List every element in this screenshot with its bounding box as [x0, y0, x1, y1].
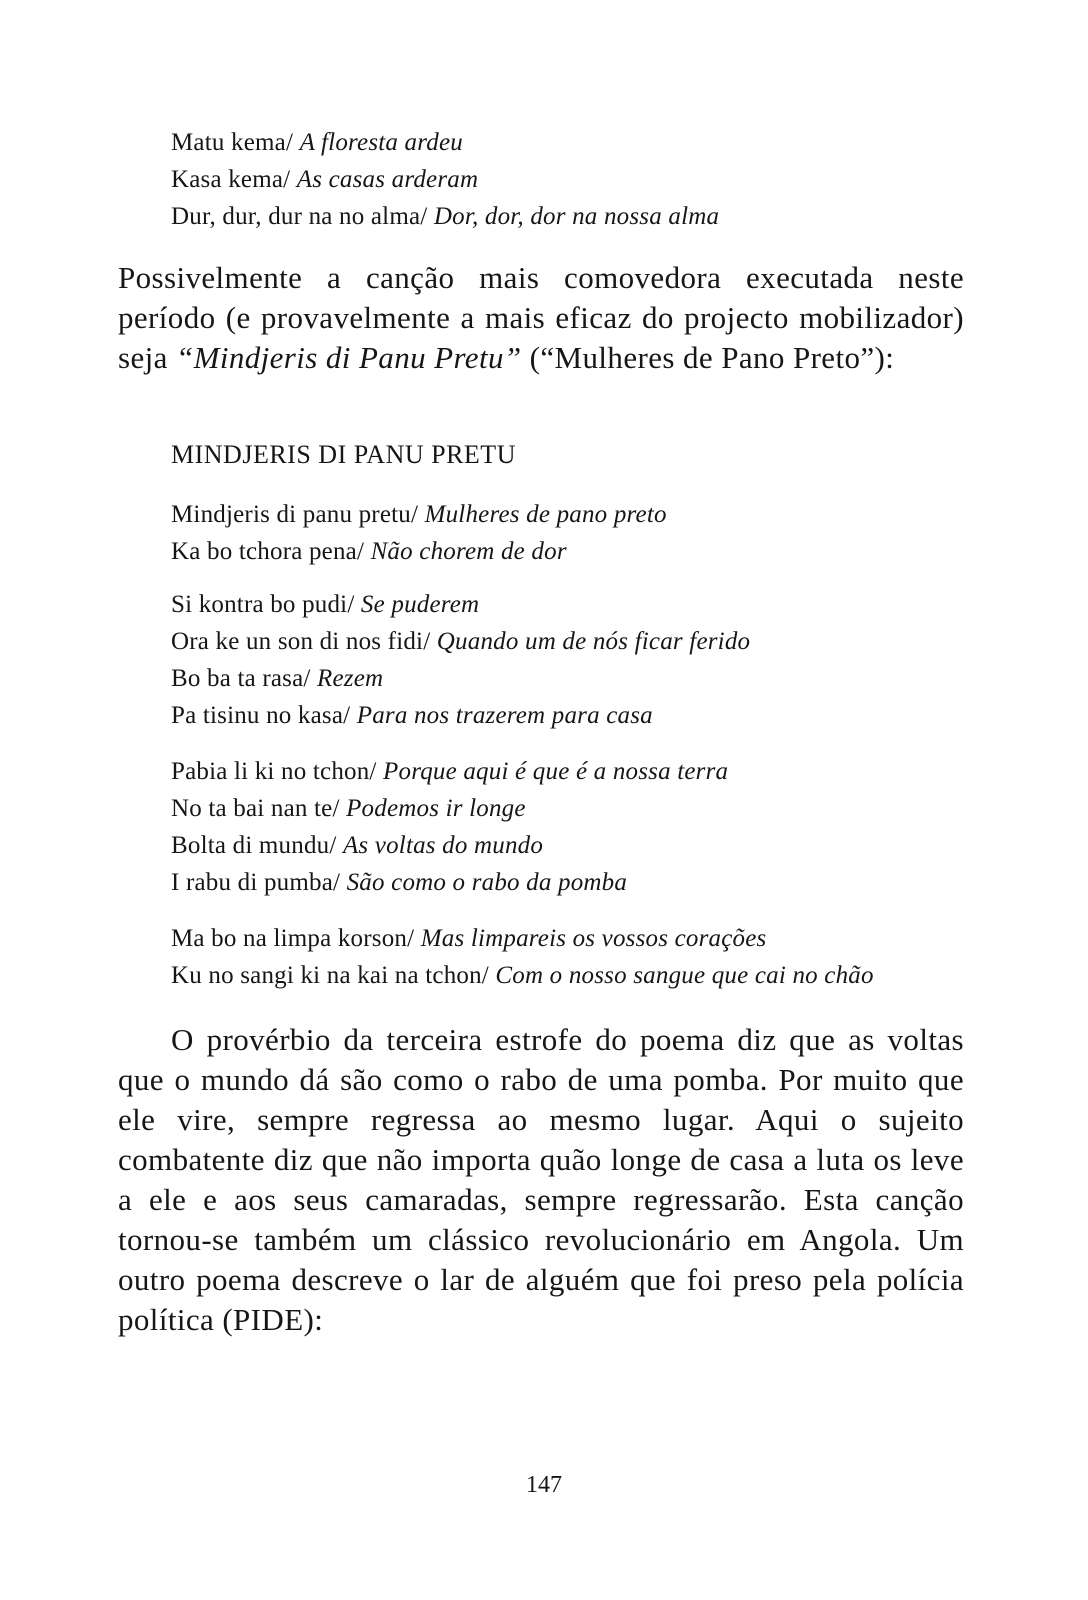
verse-original: Ora ke un son di nos fidi/ [171, 628, 437, 655]
verse-translation: Mulheres de pano preto [424, 501, 667, 528]
verse-line [171, 623, 1031, 660]
intro-paragraph [118, 258, 964, 378]
song-title: MINDJERIS DI PANU PRETU [171, 440, 516, 469]
verse-translation: As casas arderam [296, 166, 479, 193]
verse-line [171, 697, 1031, 734]
verse-line [171, 864, 1031, 901]
verse-line [171, 533, 1031, 570]
verse-line [171, 790, 1031, 827]
verse-translation: Podemos ir longe [346, 795, 526, 822]
verse-line [171, 161, 1031, 198]
verse-line [171, 920, 1031, 957]
song-stanza-4 [171, 920, 1031, 994]
verse-translation: Mas limpareis os vossos corações [420, 925, 767, 952]
page-number: 147 [526, 1472, 562, 1498]
verse-translation: São como o rabo da pomba [346, 869, 628, 896]
verse-line [171, 124, 1031, 161]
intro-text-end: (“Mulheres de Pano Preto”): [521, 340, 895, 375]
verse-translation: Se puderem [360, 591, 480, 618]
verse-original: Ka bo tchora pena/ [171, 538, 371, 565]
verse-line [171, 753, 1031, 790]
verse-original: Bolta di mundu/ [171, 832, 343, 859]
verse-line [171, 660, 1031, 697]
verse-translation: Para nos trazerem para casa [356, 702, 653, 729]
verse-translation: Porque aqui é que é a nossa terra [383, 758, 729, 785]
verse-translation: Dor, dor, dor na nossa alma [433, 203, 720, 230]
verse-original: No ta bai nan te/ [171, 795, 347, 822]
verse-line [171, 586, 1031, 623]
verse-original: Pabia li ki no tchon/ [171, 758, 384, 785]
verse-original: Mindjeris di panu pretu/ [171, 501, 425, 528]
song-stanza-3 [171, 753, 1031, 901]
verse-line [171, 957, 1031, 994]
verse-original: Pa tisinu no kasa/ [171, 702, 357, 729]
song-stanza-1 [171, 496, 1031, 570]
verse-translation: Quando um de nós ficar ferido [436, 628, 751, 655]
verse-line [171, 827, 1031, 864]
verse-original: Kasa kema/ [171, 166, 297, 193]
intro-text: Possivelmente a canção mais comovedora executada neste período (e provavelmente a mais eficaz do projecto mobilizador) seja [118, 260, 964, 375]
verse-translation: Com o nosso sangue que cai no chão [495, 962, 874, 989]
verse-translation: As voltas do mundo [342, 832, 544, 859]
closing-paragraph: O provérbio da terceira estrofe do poema diz que as voltas que o mundo dá são como o rabo de uma pomba. Por muito que ele vire, sempre regressa ao mesmo lugar. Aqui o sujeito combatente diz que não importa quão longe de casa a luta os leve a ele e aos seus camaradas, sempre regressarão. Esta canção tornou-se também um clássico revolucionário em Angola. Um outro poema descreve o lar de alguém que foi preso pela polícia política (PIDE): [118, 1022, 964, 1337]
verse-original: Matu kema/ [171, 129, 300, 156]
verse-original: I rabu di pumba/ [171, 869, 347, 896]
song-name: “Mindjeris di Panu Pretu” [175, 340, 522, 375]
opening-verse [171, 124, 1031, 235]
verse-translation: Não chorem de dor [370, 538, 567, 565]
verse-original: Ku no sangi ki na kai na tchon/ [171, 962, 496, 989]
verse-translation: A floresta ardeu [299, 129, 463, 156]
verse-line [171, 496, 1031, 533]
verse-original: Dur, dur, dur na no alma/ [171, 203, 434, 230]
verse-original: Si kontra bo pudi/ [171, 591, 361, 618]
verse-original: Ma bo na limpa korson/ [171, 925, 421, 952]
song-stanza-2 [171, 586, 1031, 734]
verse-line [171, 198, 1031, 235]
verse-translation: Rezem [317, 665, 384, 692]
verse-original: Bo ba ta rasa/ [171, 665, 318, 692]
